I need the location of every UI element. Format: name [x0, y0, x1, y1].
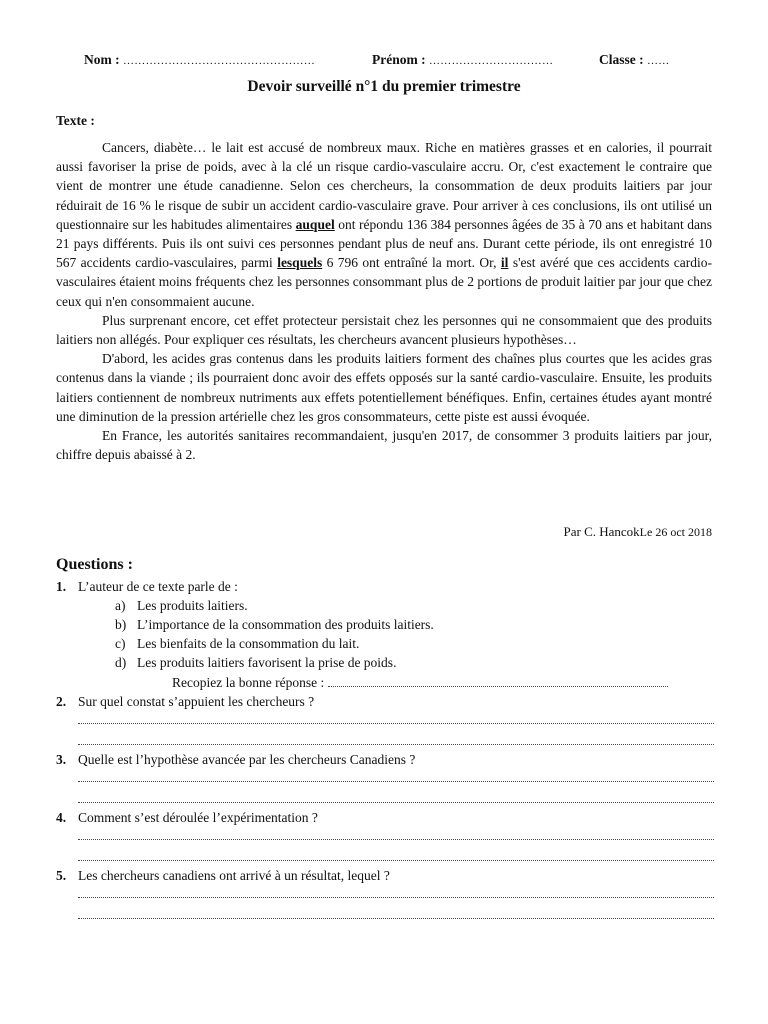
answer-line[interactable] — [78, 792, 714, 803]
paragraph-1-part-b: ont répondu 136 384 personnes âgées de 35 à 70 ans et habitant dans 21 pays différents. Puis ils ont suivi ces personnes pendant plus de neuf ans. Durant cette période, ils ont enregistré 10 567 accidents cardio-vasculaires, parmi — [56, 216, 712, 271]
question-number: 4. — [56, 810, 67, 825]
option-text: Les bienfaits de la consommation du lait. — [137, 636, 360, 651]
nom-dots: …………………………………………… — [123, 55, 316, 67]
questions-title: Questions : — [56, 556, 133, 573]
answer-line[interactable] — [78, 713, 714, 724]
signature-date: Le 26 oct 2018 — [639, 525, 712, 539]
option-letter: c) — [115, 636, 126, 651]
underlined-word-lesquels: lesquels — [277, 255, 323, 271]
prenom-dots: …………………………… — [428, 55, 554, 67]
signature-author: Par C. Hancok — [563, 524, 640, 539]
question-4 — [56, 810, 716, 830]
option-c[interactable] — [115, 636, 359, 652]
question-number: 5. — [56, 868, 67, 883]
recopiez-label: Recopiez la bonne réponse : — [172, 675, 325, 690]
prenom-label: Prénom : — [372, 52, 426, 67]
texte-label: Texte : — [56, 113, 95, 128]
option-letter: d) — [115, 655, 127, 670]
answer-line[interactable] — [78, 829, 714, 840]
answer-line[interactable] — [78, 850, 714, 861]
option-d[interactable] — [115, 655, 396, 671]
question-number: 1. — [56, 579, 67, 594]
answer-line[interactable] — [78, 771, 714, 782]
question-text: L’auteur de ce texte parle de : — [78, 579, 238, 594]
question-number: 3. — [56, 752, 67, 767]
question-1 — [56, 579, 716, 599]
question-2 — [56, 694, 716, 714]
prenom-field[interactable] — [372, 52, 553, 68]
option-a[interactable] — [115, 598, 248, 614]
student-info-header — [0, 52, 768, 70]
question-text: Les chercheurs canadiens ont arrivé à un résultat, lequel ? — [78, 868, 390, 883]
reading-text — [56, 138, 712, 464]
paragraph-1-part-d: s'est avéré que ces accidents cardio-vasculaires étaient moins fréquents chez les personnes consommant plus de 2 portions de produit laitier par jour que chez ceux qui n'en consommaient aucune. — [56, 255, 712, 309]
nom-field[interactable] — [84, 52, 315, 68]
answer-line[interactable] — [78, 734, 714, 745]
option-text: Les produits laitiers favorisent la prise de poids. — [137, 655, 397, 670]
classe-label: Classe : — [599, 52, 644, 67]
answer-line[interactable] — [78, 887, 714, 898]
signature — [563, 524, 712, 540]
underlined-word-auquel: auquel — [295, 216, 335, 232]
paragraph-3: D'abord, les acides gras contenus dans les produits laitiers forment des chaînes plus courtes que les acides gras contenus dans la viande ; ils pourraient donc avoir des effets opposés sur la santé cardio-vasculaire. Ensuite, les produits laitiers contiennent de nombreux nutriments aux effets potentiellement bénéfiques. Enfin, certaines études ayant montré une diminution de la pression artérielle chez les gros consommateurs, cette piste est aussi évoquée. — [56, 351, 712, 424]
question-text: Comment s’est déroulée l’expérimentation ? — [78, 810, 318, 825]
paragraph-1-part-a: Cancers, diabète… le lait est accusé de nombreux maux. Riche en matières grasses et en calories, il pourrait aussi favoriser la prise de poids, avec à la clé un risque cardio-vasculaire accru. Or, c'est exactement le contraire que vient de montrer une étude canadienne. Selon ces chercheurs, la consommation de deux produits laitiers par jour réduirait de 16 % le risque de subir un accident cardio-vasculaire grave. Pour arriver à ces conclusions, ils ont utilisé un questionnaire sur les habitudes alimentaires — [56, 140, 712, 232]
question-number: 2. — [56, 694, 67, 709]
page-title: Devoir surveillé n°1 du premier trimestre — [247, 78, 521, 95]
paragraph-1-part-c: 6 796 ont entraîné la mort. Or, — [322, 255, 501, 271]
paragraph-1 — [56, 138, 712, 311]
underlined-word-il: il — [500, 255, 509, 271]
option-text: Les produits laitiers. — [137, 598, 248, 613]
question-3 — [56, 752, 716, 772]
question-5 — [56, 868, 716, 888]
classe-field[interactable] — [599, 52, 670, 68]
question-text: Sur quel constat s’appuient les chercheurs ? — [78, 694, 315, 709]
option-letter: a) — [115, 598, 126, 613]
paragraph-4: En France, les autorités sanitaires recommandaient, jusqu'en 2017, de consommer 3 produits laitiers par jour, chiffre depuis abaissé à 2. — [56, 428, 712, 463]
option-b[interactable] — [115, 617, 434, 633]
answer-line[interactable] — [78, 908, 714, 919]
paragraph-2: Plus surprenant encore, cet effet protecteur persistait chez les personnes qui ne consommaient que des produits laitiers non allégés. Pour expliquer ces résultats, les chercheurs avancent plusieurs hypothèses… — [56, 312, 712, 348]
classe-dots: …… — [647, 55, 670, 67]
option-text: L’importance de la consommation des produits laitiers. — [137, 617, 434, 632]
question-text: Quelle est l’hypothèse avancée par les chercheurs Canadiens ? — [78, 752, 416, 767]
answer-line[interactable] — [328, 676, 668, 687]
recopiez-answer — [172, 675, 668, 691]
option-letter: b) — [115, 617, 127, 632]
nom-label: Nom : — [84, 52, 120, 67]
